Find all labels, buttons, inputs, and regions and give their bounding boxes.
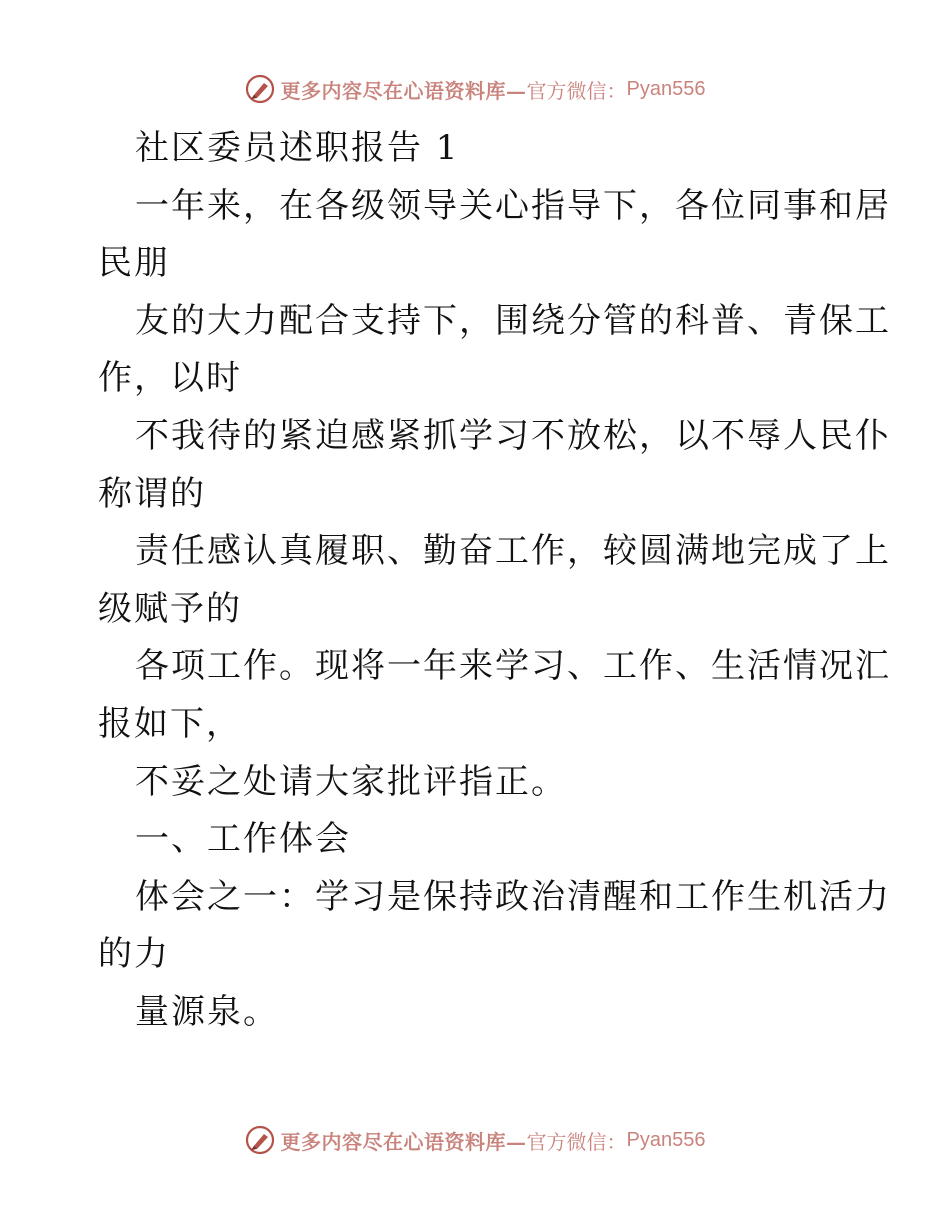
document-body (98, 120, 891, 1042)
paragraph-line: 不妥之处请大家批评指正。 (135, 761, 567, 802)
paragraph-line: 不我待的紧迫感紧抓学习不放松，以不辱人民仆 (135, 415, 891, 456)
banner-text: 更多内容尽在心语资料库— (280, 78, 527, 103)
paragraph-line: 的力 (98, 934, 170, 975)
paragraph-line: 体会之一：学习是保持政治清醒和工作生机活力 (135, 876, 891, 917)
banner-wechat-label: 官方微信： (526, 1129, 627, 1154)
paragraph-line: 量源泉。 (135, 991, 279, 1032)
pen-nib-logo-icon (245, 1125, 275, 1155)
banner-wechat-label: 官方微信： (526, 78, 627, 103)
paragraph-line: 友的大力配合支持下，围绕分管的科普、青保工 (135, 300, 891, 341)
paragraph-line: 一年来，在各级领导关心指导下，各位同事和居 (135, 185, 891, 226)
header-banner (0, 72, 950, 106)
pen-nib-logo-icon (245, 74, 275, 104)
paragraph-line: 民朋 (98, 243, 170, 284)
paragraph-line: 级赋予的 (98, 588, 242, 629)
paragraph-line: 报如下， (98, 703, 242, 744)
paragraph-line: 各项工作。现将一年来学习、工作、生活情况汇 (135, 646, 891, 687)
banner-text: 更多内容尽在心语资料库— (280, 1129, 527, 1154)
document-title: 社区委员述职报告 1 (135, 128, 460, 168)
paragraph-line: 责任感认真履职、勤奋工作，较圆满地完成了上 (135, 531, 891, 572)
section-heading: 一、工作体会 (135, 819, 351, 860)
footer-banner (0, 1123, 950, 1157)
banner-wechat-id: Pyan556 (626, 1128, 706, 1151)
paragraph-line: 称谓的 (98, 473, 206, 514)
banner-wechat-id: Pyan556 (626, 77, 706, 100)
paragraph-line: 作，以时 (98, 358, 242, 399)
